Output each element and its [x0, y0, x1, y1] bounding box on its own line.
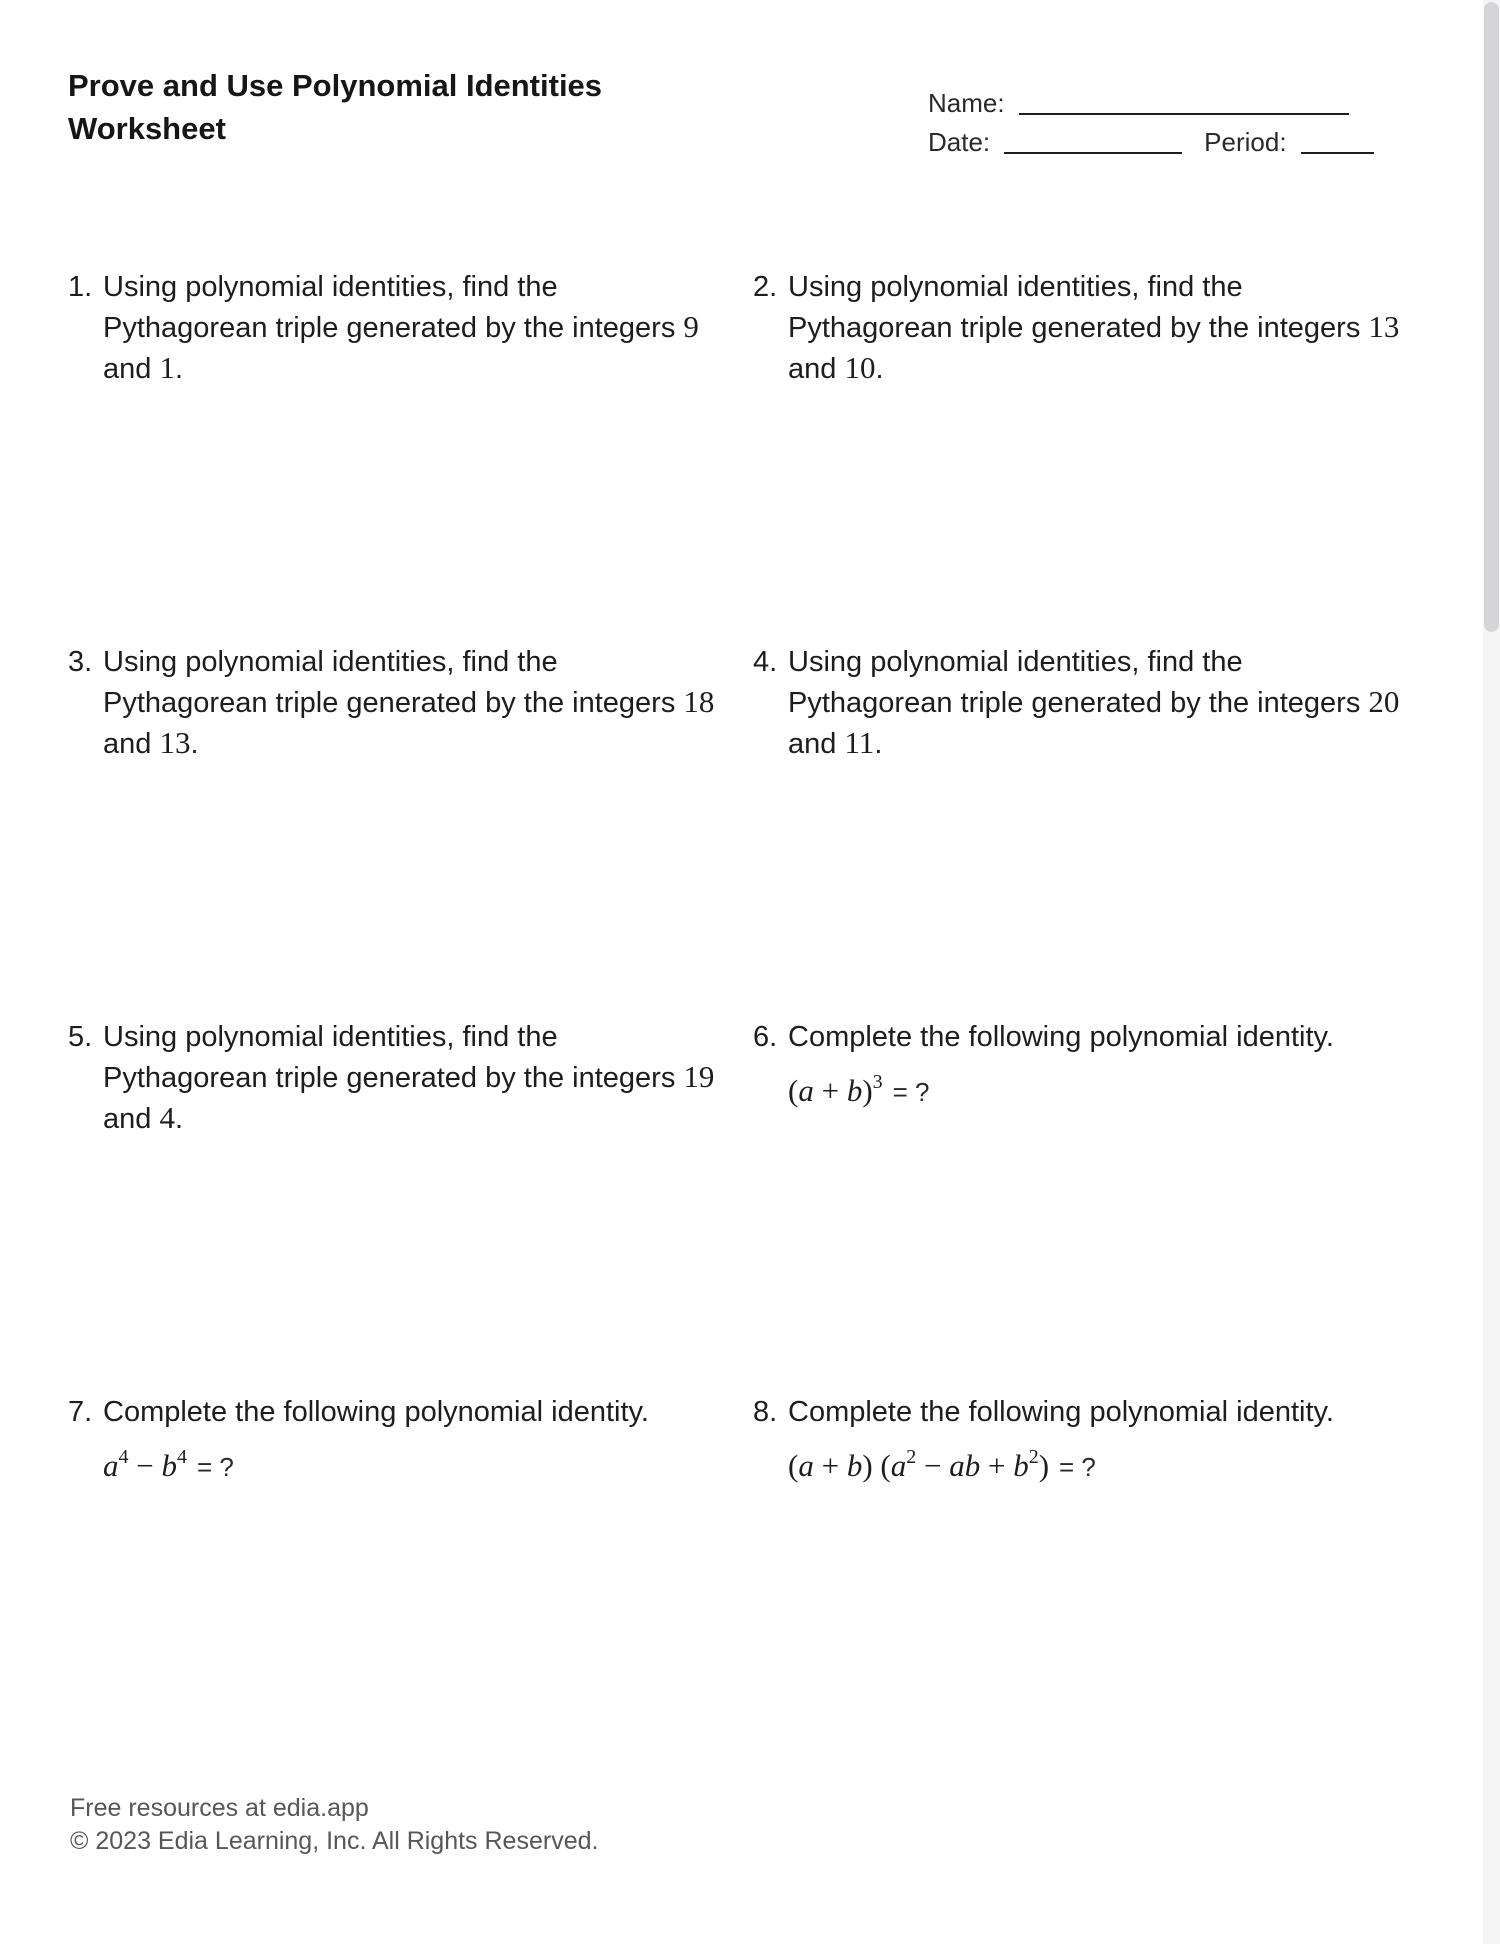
problem-number: 1. [68, 271, 93, 303]
math-run: + [813, 1073, 847, 1108]
problem-text-run: . [174, 1103, 184, 1135]
math-run: b [846, 1448, 863, 1483]
problem-text-run: . [874, 728, 883, 760]
math-run: b [161, 1448, 177, 1483]
equation [103, 1442, 649, 1494]
name-blank-line [1019, 107, 1349, 115]
problem-line [103, 268, 699, 307]
math-run: 11 [844, 725, 875, 760]
math-run: 4 [176, 1446, 187, 1468]
problem-4 [753, 643, 1399, 764]
problem-text-run: Complete the following polynomial identity. [788, 1396, 1334, 1428]
problem-line [788, 723, 1399, 764]
problem-text [788, 1018, 1334, 1119]
problem-text-run: . [174, 353, 184, 385]
problem-text-run: . [190, 728, 199, 760]
period-blank-line [1301, 146, 1374, 154]
math-run: 2 [906, 1446, 917, 1468]
math-run: + [813, 1448, 847, 1483]
problem-text-run: Using polynomial identities, find the [788, 646, 1243, 678]
math-run: ) [862, 1073, 873, 1108]
problem-8 [753, 1393, 1334, 1494]
problem-text [103, 268, 699, 389]
footer-resources-line: Free resources at edia.app [70, 1794, 369, 1822]
problem-6 [753, 1018, 1334, 1119]
scrollbar-thumb[interactable] [1484, 2, 1499, 632]
problem-number: 7. [68, 1396, 93, 1428]
math-run: ab [949, 1448, 981, 1483]
math-run: ( [788, 1073, 799, 1108]
problem-text-run: and [103, 1103, 160, 1135]
problem-line [103, 682, 714, 723]
problem-text-run: and [103, 728, 160, 760]
math-run: a [103, 1448, 119, 1483]
date-label: Date: [928, 127, 991, 157]
problem-line [788, 1018, 1334, 1057]
problem-text-run: Pythagorean triple generated by the integers [103, 687, 684, 719]
math-run: a [798, 1448, 814, 1483]
math-run: a [798, 1073, 814, 1108]
problem-text-run: Pythagorean triple generated by the integers [103, 312, 684, 344]
problem-line [788, 268, 1399, 307]
problem-text-run: Complete the following polynomial identity. [788, 1021, 1334, 1053]
problem-number: 3. [68, 646, 93, 678]
problem-line [103, 307, 699, 348]
problem-5 [68, 1018, 714, 1139]
math-run: 1 [159, 350, 175, 385]
problem-line [103, 348, 699, 389]
problem-number: 8. [753, 1396, 778, 1428]
math-run: b [1013, 1448, 1029, 1483]
problem-line [788, 682, 1399, 723]
problem-text-run: Pythagorean triple generated by the integers [103, 1062, 684, 1094]
math-run: = ? [1059, 1452, 1096, 1482]
problem-text-run: Using polynomial identities, find the [103, 1021, 558, 1053]
math-run: 13 [159, 725, 191, 760]
math-run: b [846, 1073, 863, 1108]
problem-text [788, 643, 1399, 764]
math-run: 9 [683, 309, 699, 344]
math-run: 18 [683, 684, 715, 719]
problem-line [103, 723, 714, 764]
name-label: Name: [928, 88, 1005, 118]
math-run: 3 [872, 1071, 883, 1093]
problem-text-run: Using polynomial identities, find the [788, 271, 1243, 303]
problem-2 [753, 268, 1399, 389]
math-run: ( [788, 1448, 799, 1483]
equation [788, 1067, 1334, 1119]
problem-text [103, 1393, 649, 1494]
problem-text [103, 643, 714, 764]
footer-copyright-line: © 2023 Edia Learning, Inc. All Rights Reserved. [70, 1827, 599, 1855]
problem-line [103, 1393, 649, 1432]
math-run: = ? [892, 1077, 930, 1107]
date-period-field [928, 127, 1374, 158]
footer [70, 1792, 598, 1858]
problem-line [788, 307, 1399, 348]
problem-number: 2. [753, 271, 778, 303]
page-title-line-2: Worksheet [68, 111, 226, 146]
problem-line [103, 1098, 714, 1139]
problem-1 [68, 268, 699, 389]
problem-number: 5. [68, 1021, 93, 1053]
math-run: 10 [844, 350, 876, 385]
problem-text-run: Pythagorean triple generated by the integers [788, 312, 1369, 344]
name-field [928, 88, 1349, 119]
date-blank-line [1004, 146, 1182, 154]
math-run: + [980, 1448, 1014, 1483]
problem-text-run: Using polynomial identities, find the [103, 271, 558, 303]
math-run: 13 [1368, 309, 1400, 344]
math-run: − [916, 1448, 950, 1483]
problem-3 [68, 643, 714, 764]
math-run: ) ( [862, 1448, 891, 1483]
math-run: = ? [196, 1452, 234, 1482]
math-run: 4 [159, 1100, 175, 1135]
problem-7 [68, 1393, 649, 1494]
problem-text [788, 268, 1399, 389]
problem-number: 4. [753, 646, 778, 678]
problem-text [103, 1018, 714, 1139]
math-run: a [890, 1448, 907, 1483]
problem-line [103, 1057, 714, 1098]
problem-number: 6. [753, 1021, 778, 1053]
page-title-line-1: Prove and Use Polynomial Identities [68, 68, 603, 103]
problem-text-run: . [875, 353, 884, 385]
problem-text-run: Complete the following polynomial identity. [103, 1396, 649, 1428]
problem-text-run: and [788, 353, 845, 385]
problem-text [788, 1393, 1334, 1494]
math-run: 4 [118, 1446, 129, 1468]
problem-text-run: and [103, 353, 160, 385]
problem-line [103, 1018, 714, 1057]
problem-line [788, 1393, 1334, 1432]
problem-line [103, 643, 714, 682]
problem-text-run: and [788, 728, 845, 760]
scrollbar-track[interactable] [1483, 0, 1500, 1944]
math-run: 2 [1028, 1446, 1039, 1468]
page-title [68, 64, 602, 150]
math-run: − [128, 1448, 162, 1483]
problem-text-run: Using polynomial identities, find the [103, 646, 558, 678]
equation [788, 1442, 1334, 1494]
problem-line [788, 348, 1399, 389]
problem-line [788, 643, 1399, 682]
math-run: ) [1038, 1448, 1050, 1483]
math-run: 20 [1368, 684, 1400, 719]
math-run: 19 [683, 1059, 715, 1094]
period-label: Period: [1204, 127, 1287, 157]
problem-text-run: Pythagorean triple generated by the integers [788, 687, 1369, 719]
